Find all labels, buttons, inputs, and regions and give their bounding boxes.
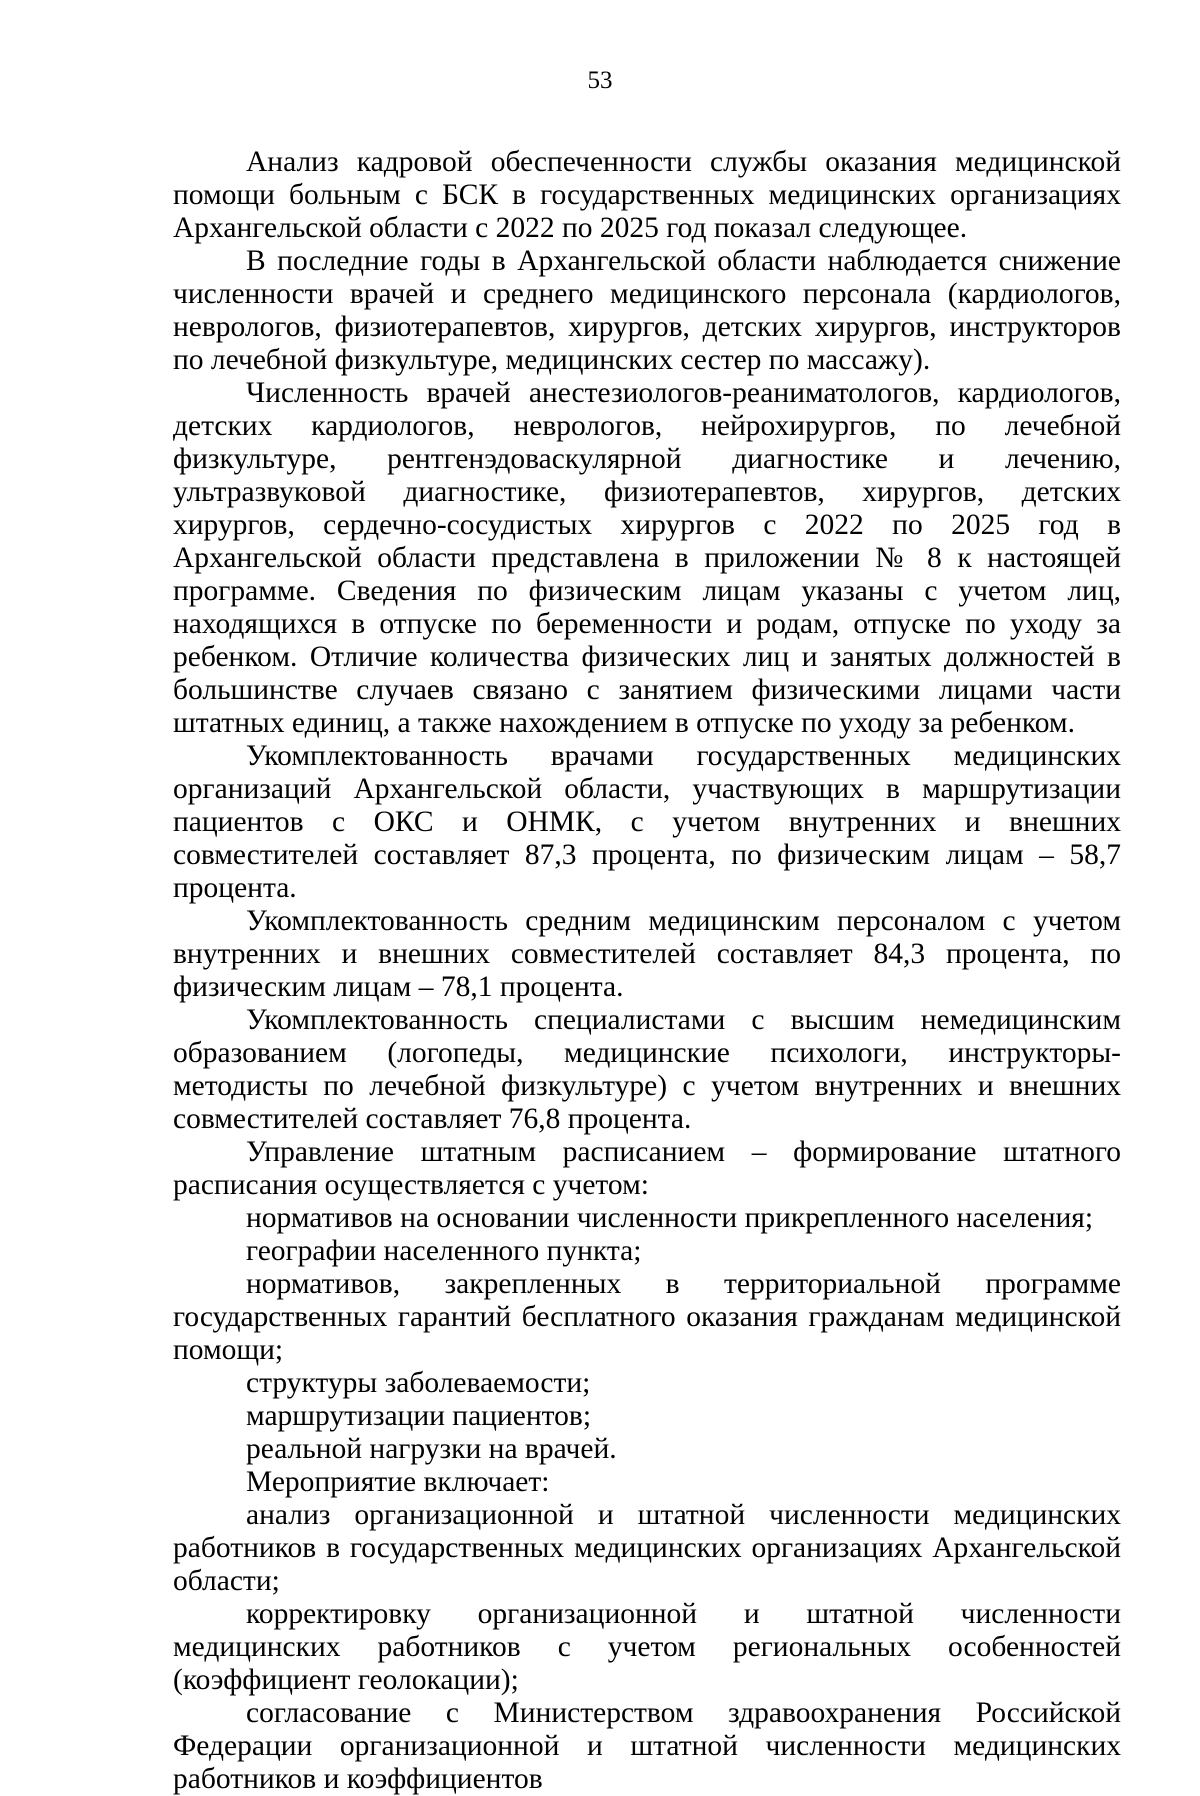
list-item-patient-routing: маршрутизации пациентов;: [246, 1400, 592, 1432]
paragraph-staffing-analysis-intro: Анализ кадровой обеспеченности службы оказания медицинской помощи больным с БСК в государственных медицинских организациях Архангельской области с 2022 по 2025 год показал следующее.: [173, 146, 1121, 244]
paragraph-staff-schedule-management: Управление штатным расписанием – формирование штатного расписания осуществляется с учетом:: [173, 1136, 1121, 1201]
paragraph-physician-staffing-rate: Укомплектованность врачами государственных медицинских организаций Архангельской области, участвующих в маршрутизации пациентов с ОКС и ОНМК, с учетом внутренних и внешних совместителей составляет 87,3 процента, по физическим лицам – 58,7 процента.: [173, 740, 1121, 904]
page-number: 53: [587, 67, 613, 94]
list-item-morbidity-structure: структуры заболеваемости;: [246, 1367, 591, 1399]
paragraph-staff-decline: В последние годы в Архангельской области наблюдается снижение численности врачей и среднего медицинского персонала (кардиологов, неврологов, физиотерапевтов, хирургов, детских хирургов, инструкторов по лечебной физкультуре, медицинских сестер по массажу).: [173, 245, 1121, 376]
list-item-staffing-adjustment: корректировку организационной и штатной численности медицинских работников с учетом региональных особенностей (коэффициент геолокации);: [173, 1598, 1121, 1696]
list-item-geography: географии населенного пункта;: [246, 1235, 642, 1267]
list-item-territorial-program-norms: нормативов, закрепленных в территориальной программе государственных гарантий бесплатного оказания гражданам медицинской помощи;: [173, 1268, 1121, 1366]
paragraph-measure-includes: Мероприятие включает:: [246, 1466, 550, 1498]
list-item-physician-workload: реальной нагрузки на врачей.: [246, 1433, 617, 1465]
document-body: [173, 146, 1121, 1796]
list-item-ministry-approval: согласование с Министерством здравоохранения Российской Федерации организационной и штатной численности медицинских работников и коэффициентов: [173, 1697, 1121, 1795]
paragraph-physician-numbers: Численность врачей анестезиологов-реаниматологов, кардиологов, детских кардиологов, неврологов, нейрохирургов, по лечебной физкультуре, рентгенэдоваскулярной диагностике и лечению, ультразвуковой диагностике, физиотерапевтов, хирургов, детских хирургов, сердечно-сосудистых хирургов с 2022 по 2025 год в Архангельской области представлена в приложении № 8 к настоящей программе. Сведения по физическим лицам указаны с учетом лиц, находящихся в отпуске по беременности и родам, отпуске по уходу за ребенком. Отличие количества физических лиц и занятых должностей в большинстве случаев связано с занятием физическими лицами части штатных единиц, а также нахождением в отпуске по уходу за ребенком.: [173, 377, 1121, 739]
list-item-staffing-analysis: анализ организационной и штатной численности медицинских работников в государственных медицинских организациях Архангельской области;: [173, 1499, 1121, 1597]
list-item-population-norms: нормативов на основании численности прикрепленного населения;: [246, 1202, 1094, 1234]
paragraph-nursing-staffing-rate: Укомплектованность средним медицинским персоналом с учетом внутренних и внешних совместителей составляет 84,3 процента, по физическим лицам – 78,1 процента.: [173, 905, 1121, 1003]
paragraph-non-medical-specialists-rate: Укомплектованность специалистами с высшим немедицинским образованием (логопеды, медицинские психологи, инструкторы-методисты по лечебной физкультуре) с учетом внутренних и внешних совместителей составляет 76,8 процента.: [173, 1004, 1121, 1135]
